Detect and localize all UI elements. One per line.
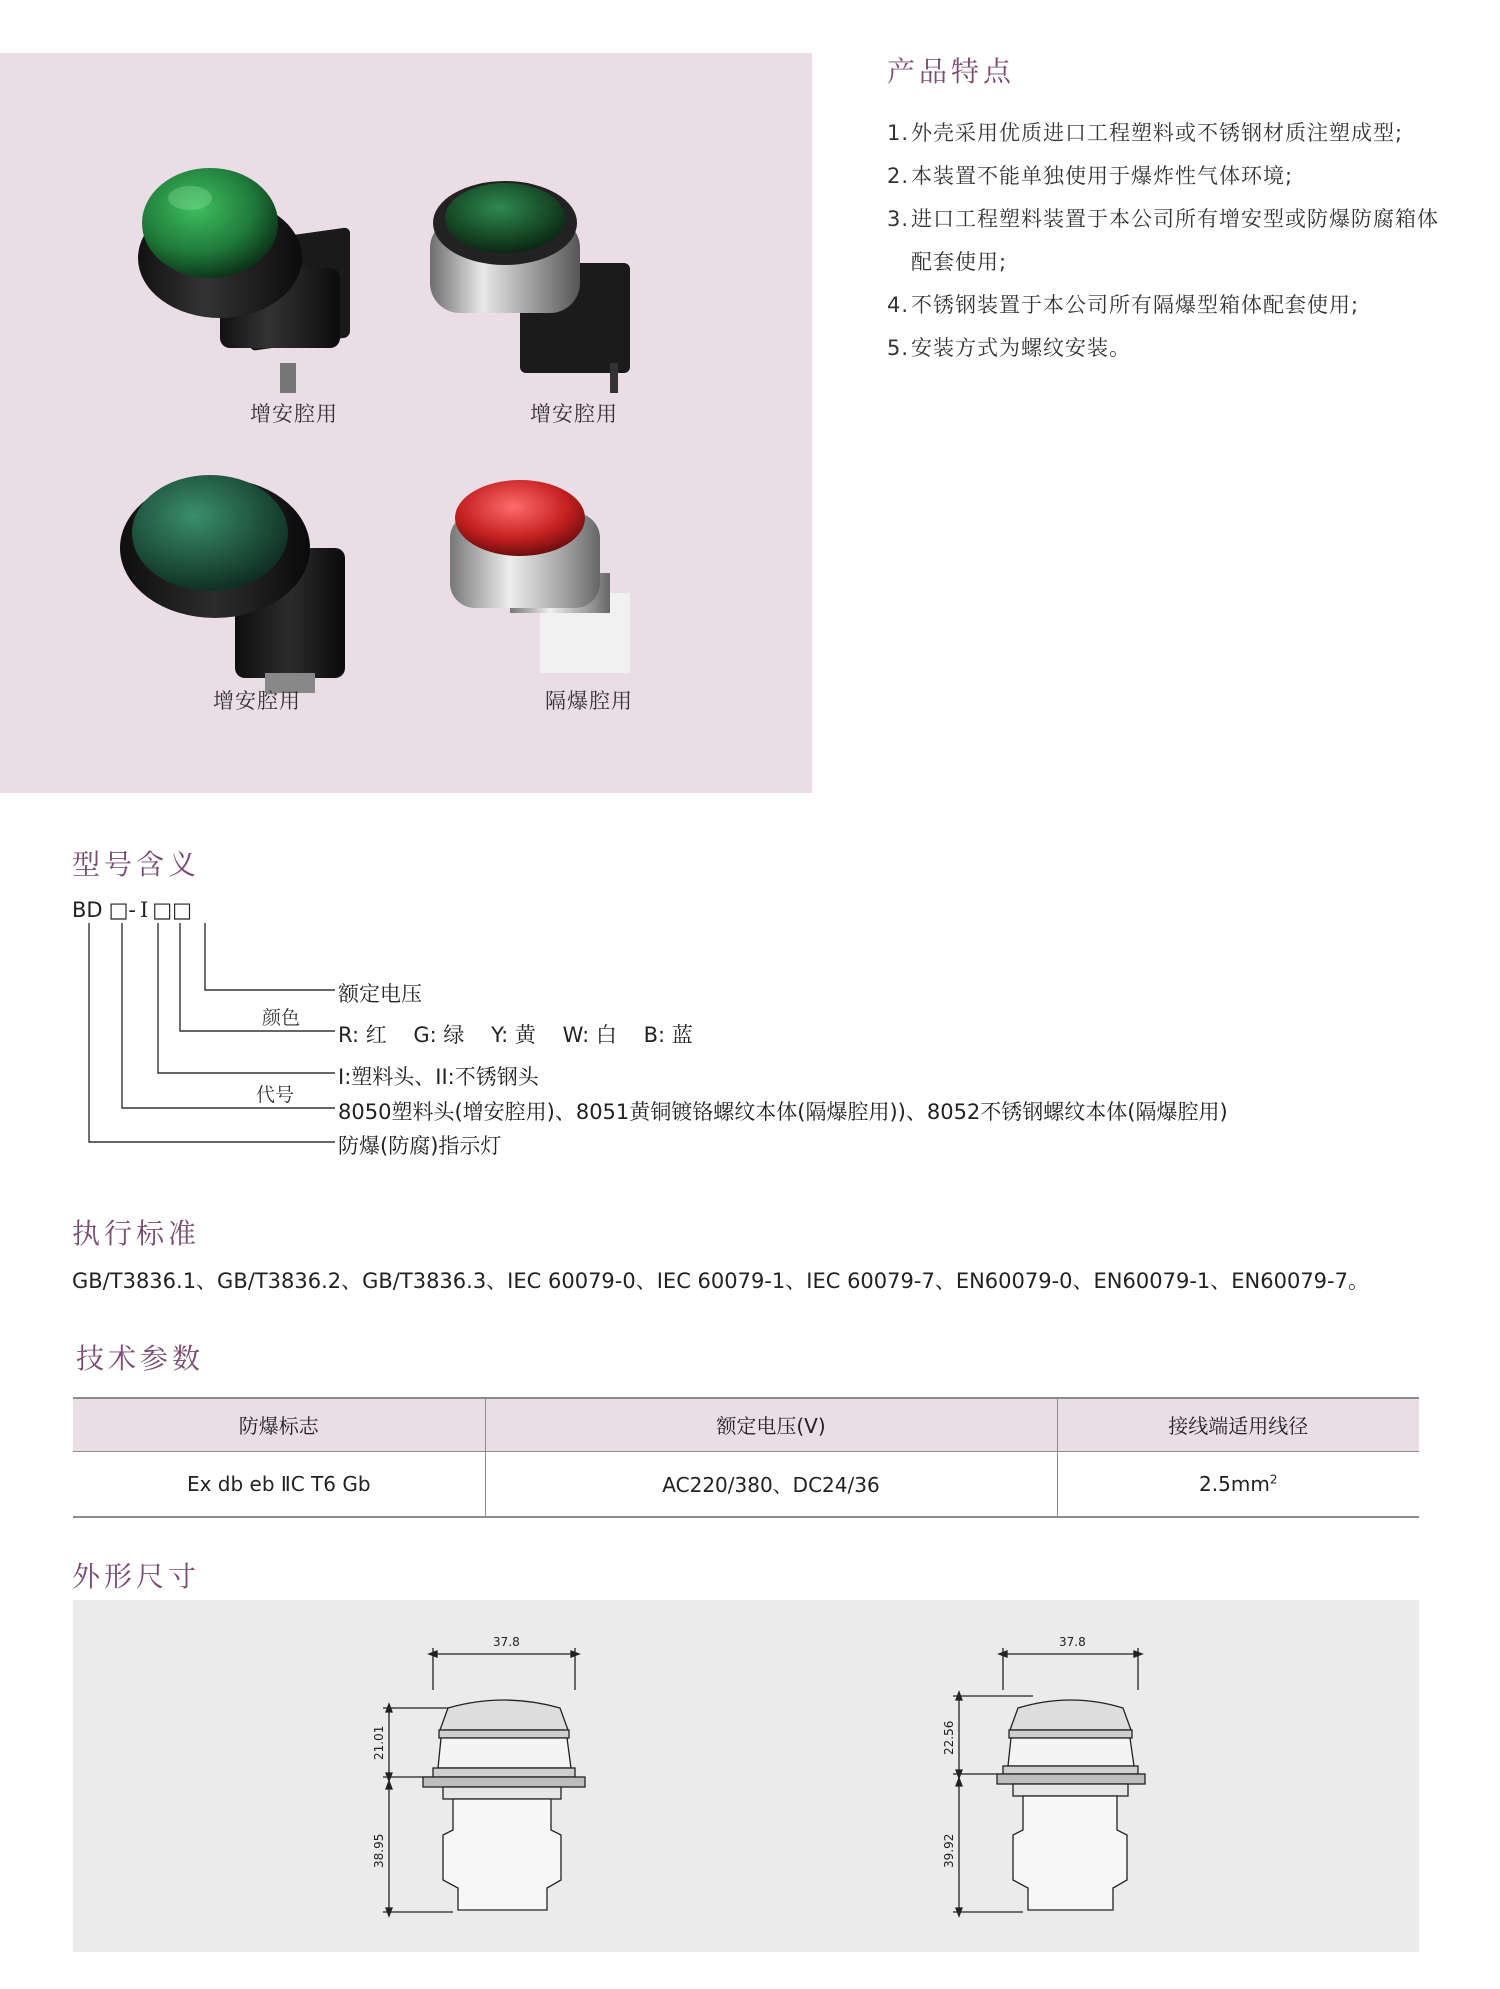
dim-left-width: 37.8 [493, 1635, 520, 1649]
feature-number: 2. [887, 164, 910, 188]
tech-table [73, 1397, 1419, 1518]
model-code-roman: I [140, 898, 149, 922]
feature-number: 5. [887, 336, 910, 360]
tech-title: 技术参数 [76, 1342, 205, 1375]
dimensions-title: 外形尺寸 [72, 1560, 201, 1593]
model-product-name: 防爆(防腐)指示灯 [338, 1134, 502, 1158]
model-rated-voltage: 额定电压 [338, 982, 422, 1006]
feature-number: 1. [887, 121, 910, 145]
tech-header-wire: 接线端适用线径 [1057, 1398, 1419, 1451]
dimension-drawing-right [913, 1630, 1273, 1950]
tech-header-voltage: 额定电压(V) [485, 1398, 1057, 1451]
product-caption-3: 增安腔用 [213, 689, 301, 713]
model-code-box: □ [108, 898, 129, 922]
feature-text: 本装置不能单独使用于爆炸性气体环境; [911, 164, 1294, 188]
standards-title: 执行标准 [72, 1217, 201, 1250]
model-code-prefix: BD [72, 898, 103, 922]
model-body-codes: 8050塑料头(增安腔用)、8051黄铜镀铬螺纹本体(隔爆腔用))、8052不锈钢螺纹本体(隔爆腔用) [338, 1100, 1228, 1124]
dim-right-width: 37.8 [1059, 1635, 1086, 1649]
dim-left-top-height: 21.01 [372, 1725, 386, 1760]
product-caption-1: 增安腔用 [250, 402, 338, 426]
model-title: 型号含义 [72, 848, 201, 881]
tech-wire-superscript: 2 [1269, 1472, 1278, 1487]
model-head-types: I:塑料头、II:不锈钢头 [338, 1065, 539, 1089]
tech-voltage: AC220/380、DC24/36 [485, 1451, 1057, 1517]
tech-ex-mark: Ex db eb ⅡC T6 Gb [73, 1451, 485, 1517]
feature-text: 外壳采用优质进口工程塑料或不锈钢材质注塑成型; [911, 121, 1404, 145]
dim-right-top-height: 22.56 [942, 1720, 956, 1755]
feature-number: 3. [887, 207, 910, 231]
feature-text: 进口工程塑料装置于本公司所有增安型或防爆防腐箱体配套使用; [911, 207, 1439, 274]
dim-right-bottom-height: 39.92 [942, 1833, 956, 1868]
product-caption-4: 隔爆腔用 [545, 689, 633, 713]
model-code-dash: - [128, 898, 136, 922]
tech-header-row [73, 1398, 1419, 1451]
standards-text: GB/T3836.1、GB/T3836.2、GB/T3836.3、IEC 60079-0、IEC 60079-1、IEC 60079-7、EN60079-0、EN60079-1、EN60079-7。 [72, 1269, 1369, 1293]
features-title: 产品特点 [887, 55, 1016, 88]
tech-header-ex-mark: 防爆标志 [73, 1398, 485, 1451]
feature-number: 4. [887, 293, 910, 317]
tech-row [73, 1451, 1419, 1517]
model-color-label: 颜色 [262, 1007, 301, 1029]
model-code-tail: □□ [152, 898, 192, 922]
model-colors: R: 红 G: 绿 Y: 黄 W: 白 B: 蓝 [338, 1023, 693, 1047]
model-code-label: 代号 [256, 1084, 295, 1106]
feature-text: 不锈钢装置于本公司所有隔爆型箱体配套使用; [911, 293, 1360, 317]
tech-wire [1057, 1451, 1419, 1517]
tech-wire-value: 2.5mm [1199, 1471, 1270, 1496]
dimension-drawing-left [343, 1630, 703, 1950]
feature-text: 安装方式为螺纹安装。 [911, 336, 1131, 360]
dimensions-panel [73, 1600, 1419, 1952]
product-caption-2: 增安腔用 [530, 402, 618, 426]
dim-left-bottom-height: 38.95 [372, 1833, 386, 1868]
